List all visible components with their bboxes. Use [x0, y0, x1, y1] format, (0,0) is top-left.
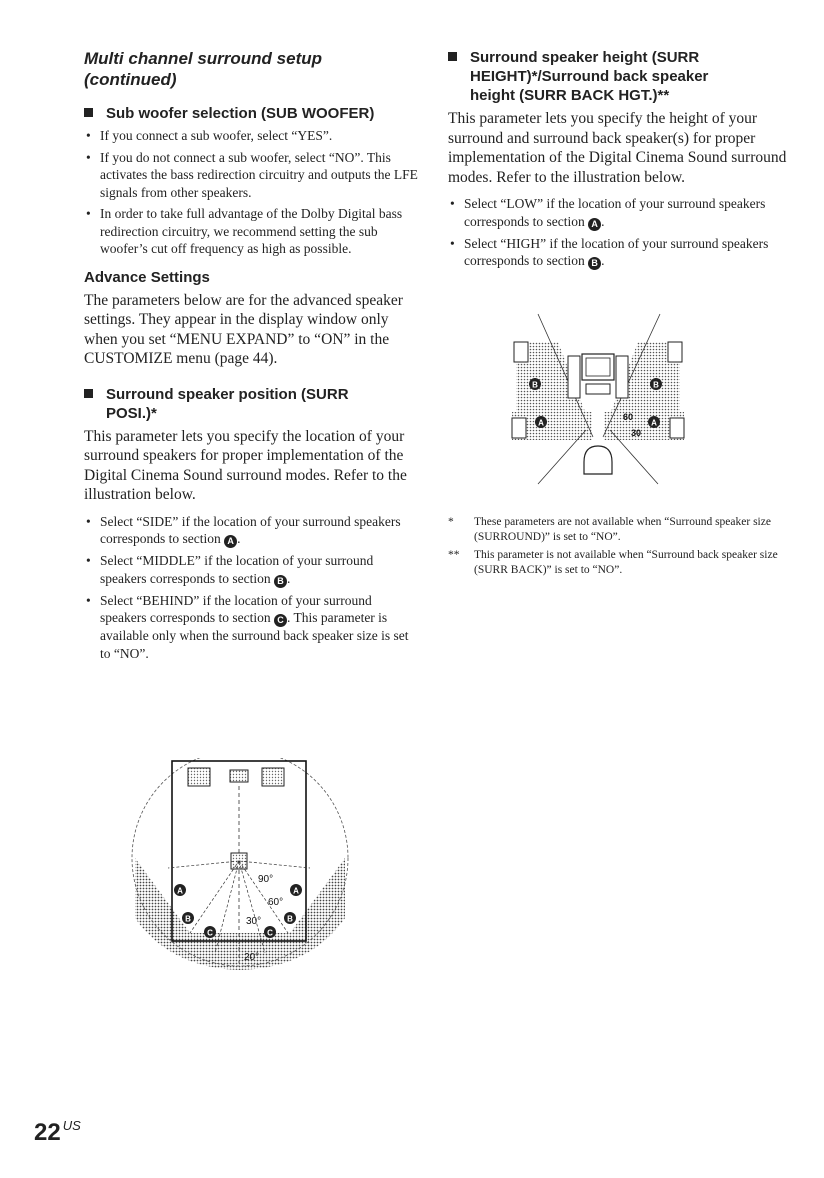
center-speaker-icon	[230, 770, 248, 782]
advance-settings-heading: Advance Settings	[84, 268, 210, 286]
advance-settings-body: The parameters below are for the advanced speaker settings. They appear in the display window only when you set “MENU EXPAND” to “ON” in the CUSTOMIZE menu (page 44).	[84, 291, 403, 367]
marker-a-right-label: A	[293, 886, 299, 896]
surr-position-body: This parameter lets you specify the location of your surround speakers for proper implementation of the Digital Cinema Sound surround modes. Refer to the illustration below.	[84, 427, 407, 503]
center-speaker-icon	[586, 384, 610, 394]
surr-position-bullets	[84, 513, 419, 663]
angle-60-label: 60°	[268, 897, 284, 908]
left-column	[84, 48, 419, 672]
page-number: 22 $^{US}$	[34, 1118, 81, 1146]
angle-30-label: 30	[631, 428, 642, 438]
footnote-2: ** This parameter is not available when “Surround back speaker size (SURR BACK)” is set to “NO”.	[448, 549, 778, 576]
listener-chair-icon	[584, 446, 612, 474]
low-left-speaker-icon	[512, 418, 526, 438]
angle-30-label: 30°	[246, 916, 262, 927]
marker-b-icon: B	[274, 575, 287, 588]
speaker-position-diagram	[130, 758, 350, 973]
square-bullet-icon	[84, 389, 93, 398]
marker-c-right-label: C	[267, 928, 273, 938]
low-right-speaker-icon	[670, 418, 684, 438]
high-left-speaker-icon	[514, 342, 528, 362]
speaker-height-diagram	[508, 312, 688, 487]
marker-a-label: A	[538, 418, 544, 428]
square-bullet-icon	[448, 52, 457, 61]
marker-b-right-label: B	[287, 914, 293, 924]
list-item: • Select “HIGH” if the location of your surround speakers corresponds to section B .	[448, 235, 788, 271]
list-item: • Select “MIDDLE” if the location of your surround speakers corresponds to section B .	[84, 552, 419, 588]
list-item: • Select “SIDE” if the location of your surround speakers corresponds to section A .	[84, 513, 419, 549]
front-left-speaker-icon	[568, 356, 580, 398]
list-item: • Select “BEHIND” if the location of your surround speakers corresponds to section C . This parameter is available only when the surround back speaker size is set to “NO”.	[84, 592, 419, 663]
front-left-speaker-icon	[188, 768, 210, 786]
sub-woofer-heading: Sub woofer selection (SUB WOOFER)	[84, 104, 419, 123]
list-item: • Select “LOW” if the location of your surround speakers corresponds to section A .	[448, 195, 788, 231]
marker-a-right-label: A	[651, 418, 657, 428]
marker-b-icon: B	[588, 257, 601, 270]
marker-a-icon: A	[224, 535, 237, 548]
section-title: Multi channel surround setup (continued)	[84, 49, 323, 89]
marker-b-label: B	[185, 914, 191, 924]
surr-position-heading: Surround speaker position (SURR POSI.)*	[84, 385, 419, 423]
footnotes	[448, 515, 788, 581]
surr-height-bullets	[448, 195, 788, 270]
front-right-speaker-icon	[262, 768, 284, 786]
angle-60-label: 60	[623, 412, 634, 422]
surr-height-body: This parameter lets you specify the height of your surround and surround back speaker(s) for proper implementation of the Digital Cinema Sound surround modes. Refer to the illustration below.	[448, 110, 787, 186]
high-right-speaker-icon	[668, 342, 682, 362]
marker-b-right-label: B	[653, 380, 659, 390]
marker-c-label: C	[207, 928, 213, 938]
right-column	[448, 48, 788, 280]
square-bullet-icon	[84, 108, 93, 117]
angle-20-label: 20°	[244, 952, 260, 963]
marker-c-icon: C	[274, 614, 287, 627]
marker-b-label: B	[532, 380, 538, 390]
list-item: • If you do not connect a sub woofer, select “NO”. This activates the bass redirection circuitry and outputs the LFE signals from other speakers.	[84, 149, 419, 202]
sub-woofer-bullets	[84, 127, 419, 258]
marker-a-icon: A	[588, 218, 601, 231]
marker-a-label: A	[177, 886, 183, 896]
front-right-speaker-icon	[616, 356, 628, 398]
surr-height-heading: Surround speaker height (SURR HEIGHT)*/Surround back speaker height (SURR BACK HGT.)**	[448, 48, 788, 105]
footnote-1: * These parameters are not available when “Surround speaker size (SURROUND)” is set to “NO”.	[448, 516, 771, 543]
angle-90-label: 90°	[258, 874, 274, 885]
list-item: • In order to take full advantage of the Dolby Digital bass redirection circuitry, we recommend setting the sub woofer’s cut off frequency as high as possible.	[84, 205, 419, 258]
list-item: • If you connect a sub woofer, select “YES”.	[84, 127, 419, 145]
